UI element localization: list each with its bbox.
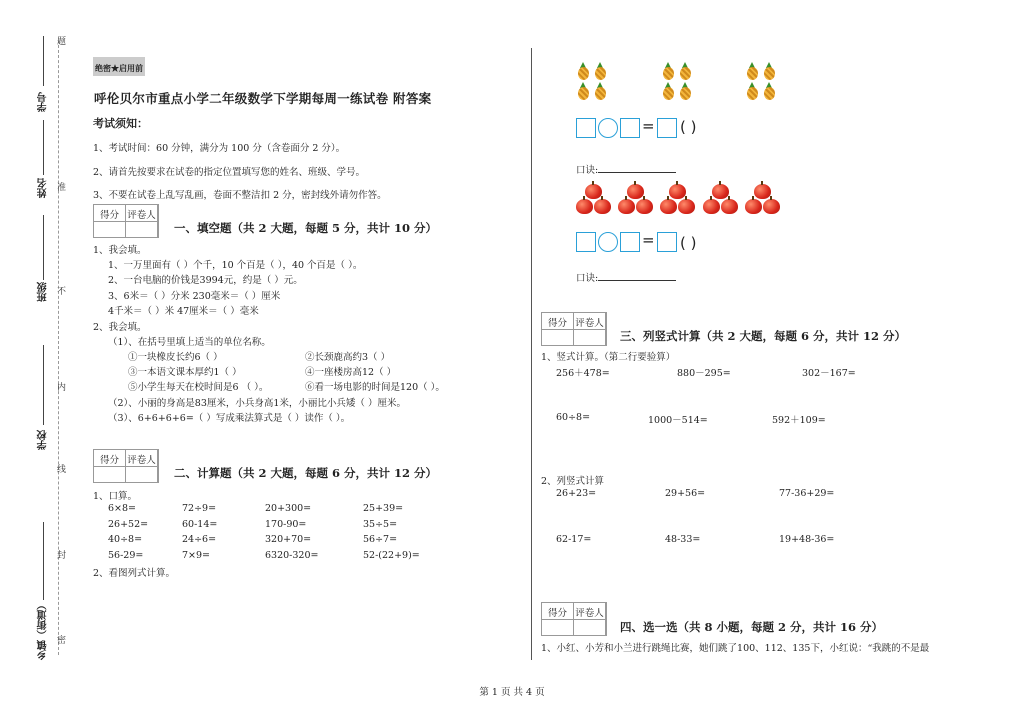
question-line: 2、一台电脑的价钱是3994元，约是（ ）元。 bbox=[108, 275, 303, 286]
page-footer: 第 1 页 共 4 页 bbox=[479, 687, 545, 698]
vertical-calc: 60÷8= bbox=[556, 412, 591, 423]
answer-box[interactable] bbox=[657, 118, 677, 138]
apple-icon bbox=[754, 184, 771, 199]
vertical-calc: 77-36+29= bbox=[779, 488, 835, 499]
answer-box[interactable] bbox=[620, 118, 640, 138]
student-id-line bbox=[43, 36, 44, 86]
oral-calc-item: 52-(22+9)= bbox=[363, 549, 420, 561]
question: 1、口算。 bbox=[93, 491, 138, 502]
question-line: （2）、小丽的身高是83厘米，小兵身高1米，小丽比小兵矮（ ）厘米。 bbox=[108, 398, 406, 409]
unit-item: ④一座楼房高12（ ） bbox=[305, 367, 397, 378]
pineapple-icon bbox=[593, 82, 608, 100]
pineapple-group bbox=[661, 62, 693, 100]
pineapple-icon bbox=[576, 62, 591, 80]
oral-calc-item: 6320-320= bbox=[265, 549, 319, 561]
koujue-row bbox=[576, 270, 676, 284]
vertical-calc: 26+23= bbox=[556, 488, 597, 499]
unit-item: ⑥看一场电影的时间是120（ ）。 bbox=[305, 382, 445, 393]
vertical-calc: 19+48-36= bbox=[779, 534, 835, 545]
oral-calc-item: 7×9= bbox=[182, 549, 211, 561]
score-label: 得分 bbox=[94, 450, 126, 482]
apple-icon bbox=[678, 199, 695, 214]
grader-label: 评卷人 bbox=[126, 205, 158, 237]
score-label: 得分 bbox=[542, 313, 574, 345]
pineapple-icon bbox=[762, 62, 777, 80]
oral-calc-item: 40÷8= bbox=[108, 534, 143, 545]
question-line: （3）、6+6+6+6=（ ）写成乘法算式是（ ）读作（ ）。 bbox=[108, 413, 351, 424]
score-box bbox=[93, 449, 159, 483]
pineapple-icon bbox=[593, 62, 608, 80]
grader-label: 评卷人 bbox=[574, 313, 606, 345]
township-label: 乡镇（街道） bbox=[38, 600, 49, 660]
oral-calc-item: 35÷5= bbox=[363, 518, 398, 530]
oral-calc-item: 320+70= bbox=[265, 534, 312, 545]
oral-calc-item: 6×8= bbox=[108, 503, 137, 514]
name-label: 姓名 bbox=[38, 178, 49, 198]
koujue-label: 口诀: bbox=[576, 273, 599, 284]
binding-char: 封 bbox=[57, 551, 67, 561]
apple-icon bbox=[763, 199, 780, 214]
apple-icon bbox=[745, 199, 762, 214]
score-label: 得分 bbox=[542, 603, 574, 635]
unit-item: ①一块橡皮长约6（ ） bbox=[128, 352, 223, 363]
score-box bbox=[93, 204, 159, 238]
oral-calc-item: 26+52= bbox=[108, 518, 149, 530]
apple-icon bbox=[703, 199, 720, 214]
unit-item: ②长颈鹿高约3（ ） bbox=[305, 352, 391, 363]
apple-icon bbox=[712, 184, 729, 199]
oral-calc-item: 170-90= bbox=[265, 518, 307, 530]
pineapple-icon bbox=[678, 82, 693, 100]
class-line bbox=[43, 215, 44, 280]
oral-calc-item: 20+300= bbox=[265, 503, 312, 514]
score-box bbox=[541, 602, 607, 636]
secret-tag: 绝密★启用前 bbox=[93, 57, 145, 76]
apple-icon bbox=[585, 184, 602, 199]
name-line bbox=[43, 120, 44, 175]
notice-item: 1、考试时间：60 分钟，满分为 100 分（含卷面分 2 分）。 bbox=[93, 143, 346, 154]
answer-paren: ( ) bbox=[680, 118, 697, 136]
question-line: 1、一万里面有（ ）个千，10 个百是（ ），40 个百是（ ）。 bbox=[108, 260, 363, 271]
koujue-label: 口诀: bbox=[576, 165, 599, 176]
pineapple-group bbox=[576, 62, 608, 100]
township-line bbox=[43, 522, 44, 600]
unit-item: ⑤小学生每天在校时间是6 （ ）。 bbox=[128, 382, 269, 393]
apple-icon bbox=[618, 199, 635, 214]
notice-heading: 考试须知： bbox=[93, 117, 148, 130]
oral-calc-item: 60-14= bbox=[182, 518, 218, 530]
apple-icon bbox=[627, 184, 644, 199]
student-id-label: 学号 bbox=[38, 92, 49, 112]
pineapple-icon bbox=[661, 62, 676, 80]
grader-label: 评卷人 bbox=[126, 450, 158, 482]
vertical-calc: 29+56= bbox=[665, 488, 706, 499]
oral-calc-item: 24÷6= bbox=[182, 534, 217, 545]
pineapple-icon bbox=[678, 62, 693, 80]
oral-calc-item: 72÷9= bbox=[182, 503, 217, 514]
answer-paren: ( ) bbox=[680, 234, 697, 252]
score-label: 得分 bbox=[94, 205, 126, 237]
oral-calc-item: 56-29= bbox=[108, 549, 144, 561]
koujue-blank[interactable] bbox=[598, 271, 676, 281]
section4-heading: 四、选一选（共 8 小题，每题 2 分，共计 16 分） bbox=[620, 620, 884, 634]
question: 2、我会填。 bbox=[93, 322, 147, 333]
answer-box[interactable] bbox=[576, 118, 596, 138]
grader-label: 评卷人 bbox=[574, 603, 606, 635]
answer-box[interactable] bbox=[620, 232, 640, 252]
unit-item: ③一本语文课本厚约1（ ） bbox=[128, 367, 242, 378]
pineapple-icon bbox=[745, 82, 760, 100]
vertical-calc: 302－167= bbox=[802, 368, 856, 379]
apple-icon bbox=[636, 199, 653, 214]
section2-heading: 二、计算题（共 2 大题，每题 6 分，共计 12 分） bbox=[174, 466, 438, 480]
binding-char: 线 bbox=[57, 465, 67, 475]
vertical-calc: 592＋109= bbox=[772, 415, 826, 426]
pineapple-icon bbox=[661, 82, 676, 100]
apple-icon bbox=[669, 184, 686, 199]
binding-char: 题 bbox=[57, 37, 67, 47]
koujue-blank[interactable] bbox=[598, 163, 676, 173]
vertical-calc: 1000－514= bbox=[648, 415, 708, 426]
notice-item: 3、不要在试卷上乱写乱画，卷面不整洁扣 2 分，密封线外请勿作答。 bbox=[93, 190, 387, 201]
school-label: 学校 bbox=[38, 430, 49, 450]
seal-dotted-line bbox=[58, 40, 59, 655]
vertical-calc: 256＋478= bbox=[556, 368, 610, 379]
answer-box[interactable] bbox=[576, 232, 596, 252]
column-divider bbox=[531, 48, 532, 660]
answer-box[interactable] bbox=[657, 232, 677, 252]
vertical-calc: 48-33= bbox=[665, 534, 701, 545]
apple-icon bbox=[594, 199, 611, 214]
school-line bbox=[43, 345, 44, 425]
question: 2、列竖式计算 bbox=[541, 476, 605, 487]
equals-sign: = bbox=[642, 231, 655, 249]
section3-heading: 三、列竖式计算（共 2 大题，每题 6 分，共计 12 分） bbox=[620, 329, 907, 343]
pineapple-icon bbox=[762, 82, 777, 100]
pineapple-icon bbox=[745, 62, 760, 80]
question: 1、竖式计算。（第二行要验算） bbox=[541, 352, 676, 363]
binding-char: 密 bbox=[57, 636, 67, 646]
score-box bbox=[541, 312, 607, 346]
question-line: 4千米＝（ ）米 47厘米＝（ ）毫米 bbox=[108, 306, 259, 317]
question: 1、我会填。 bbox=[93, 245, 147, 256]
question-line: （1）、在括号里填上适当的单位名称。 bbox=[108, 337, 271, 348]
class-label: 班级 bbox=[38, 282, 49, 302]
section1-heading: 一、填空题（共 2 大题，每题 5 分，共计 10 分） bbox=[174, 221, 438, 235]
binding-char: 准 bbox=[57, 183, 67, 193]
binding-char: 不 bbox=[57, 287, 67, 297]
apple-icon bbox=[721, 199, 738, 214]
oral-calc-item: 25+39= bbox=[363, 503, 404, 514]
pineapple-group bbox=[745, 62, 777, 100]
operator-circle[interactable] bbox=[598, 118, 618, 138]
apple-icon bbox=[660, 199, 677, 214]
question: 1、小红、小芳和小兰进行跳绳比赛，她们跳了100、112、135下，小红说：“我跳的不是最 bbox=[541, 643, 930, 654]
oral-calc-item: 56÷7= bbox=[363, 534, 398, 545]
vertical-calc: 62-17= bbox=[556, 534, 592, 545]
equals-sign: = bbox=[642, 117, 655, 135]
vertical-calc: 880－295= bbox=[677, 368, 731, 379]
operator-circle[interactable] bbox=[598, 232, 618, 252]
notice-item: 2、请首先按要求在试卷的指定位置填写您的姓名、班级、学号。 bbox=[93, 167, 366, 178]
apple-icon bbox=[576, 199, 593, 214]
page-title: 呼伦贝尔市重点小学二年级数学下学期每周一练试卷 附答案 bbox=[94, 91, 432, 106]
pineapple-icon bbox=[576, 82, 591, 100]
koujue-row bbox=[576, 162, 676, 176]
question-line: 3、6米＝（ ）分米 230毫米＝（ ）厘米 bbox=[108, 291, 281, 302]
question: 2、看图列式计算。 bbox=[93, 568, 176, 579]
binding-char: 内 bbox=[57, 383, 67, 393]
